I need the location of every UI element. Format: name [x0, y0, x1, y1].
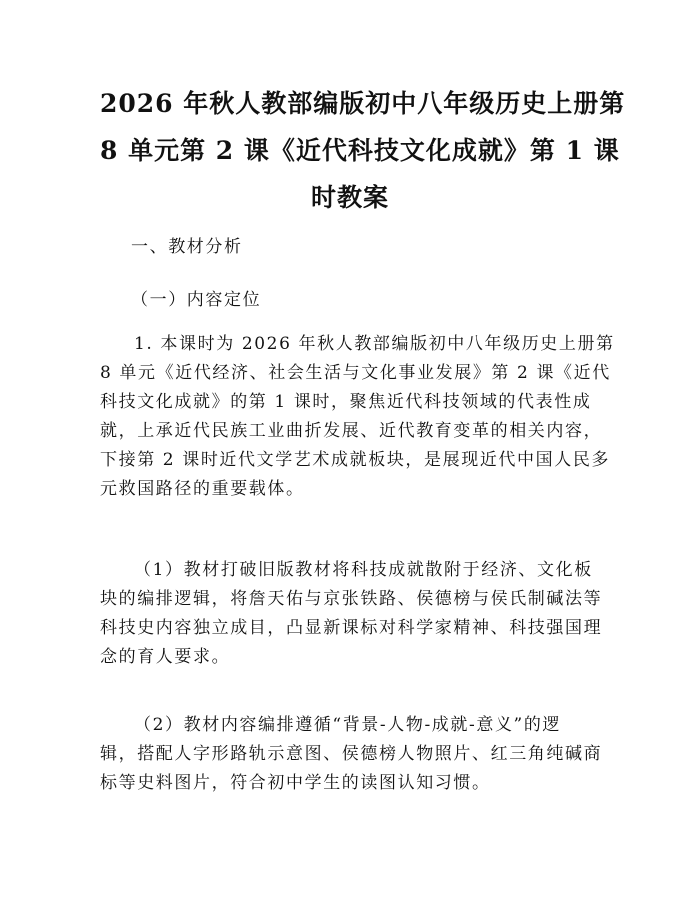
paragraph-line: 8 单元《近代经济、社会生活与文化事业发展》第 2 课《近代 [100, 363, 611, 383]
paragraph-line: （1）教材打破旧版教材将科技成就散附于经济、文化板 [134, 560, 593, 580]
paragraph-point-1 [100, 556, 603, 672]
paragraph-line: 1. 本课时为 2026 年秋人教部编版初中八年级历史上册第 [134, 334, 615, 354]
paragraph-line: 标等史料图片，符合初中学生的读图认知习惯。 [100, 773, 491, 793]
paragraph-line: 辑，搭配人字形路轨示意图、侯德榜人物照片、红三角纯碱商 [100, 744, 603, 764]
title-line-1: 2026 年秋人教部编版初中八年级历史上册第 [100, 89, 626, 118]
paragraph-line: 科技文化成就》的第 1 课时，聚焦近代科技领域的代表性成 [100, 392, 592, 412]
paragraph-line: 念的育人要求。 [100, 647, 231, 667]
paragraph-line: 元救国路径的重要载体。 [100, 479, 305, 499]
document-title [100, 80, 626, 221]
paragraph-line: 科技史内容独立成目，凸显新课标对科学家精神、科技强国理 [100, 618, 603, 638]
subsection-heading: （一）内容定位 [131, 290, 262, 310]
paragraph-point-2 [100, 711, 603, 798]
paragraph-line: 下接第 2 课时近代文学艺术成就板块，是展现近代中国人民多 [100, 450, 611, 470]
title-line-3: 时教案 [310, 183, 389, 212]
paragraph-line: 就，上承近代民族工业曲折发展、近代教育变革的相关内容， [100, 421, 603, 441]
paragraph-content-positioning [100, 330, 615, 504]
paragraph-line: （2）教材内容编排遵循“背景-人物-成就-意义”的逻 [134, 715, 562, 735]
section-heading: 一、教材分析 [131, 237, 243, 257]
paragraph-line: 块的编排逻辑，将詹天佑与京张铁路、侯德榜与侯氏制碱法等 [100, 589, 603, 609]
title-line-2: 8 单元第 2 课《近代科技文化成就》第 1 课 [100, 136, 620, 165]
